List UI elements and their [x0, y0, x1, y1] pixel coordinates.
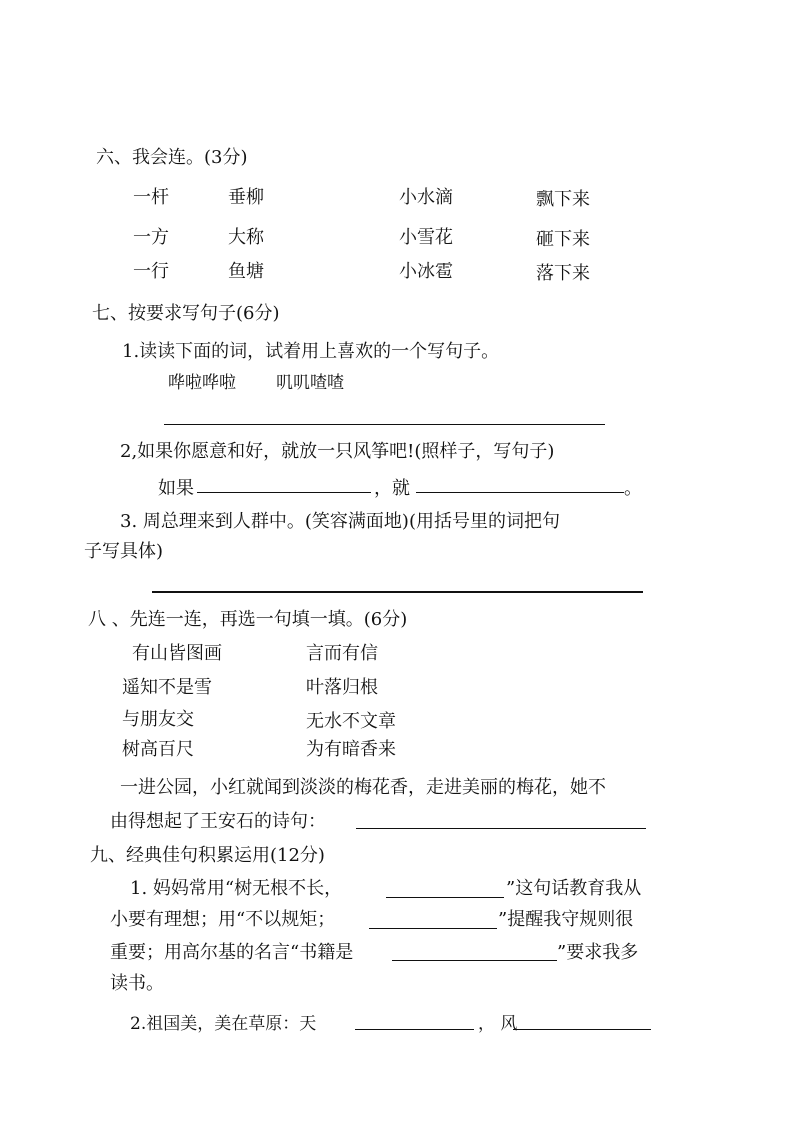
- answer-line[interactable]: [356, 828, 646, 829]
- question-9-1: 小要有理想；用“不以规矩；: [110, 909, 336, 930]
- match-item: 小水滴: [399, 187, 453, 208]
- question-9-1: 读书。: [110, 973, 164, 994]
- match-item: 鱼塘: [228, 261, 264, 282]
- question-7-2-end: 。: [624, 478, 642, 499]
- poem-line: 叶落归根: [306, 677, 378, 698]
- match-item: 砸下来: [536, 229, 590, 250]
- question-7-3-cont: 子写具体): [84, 541, 164, 562]
- match-item: 垂柳: [228, 187, 264, 208]
- poem-line: 言而有信: [306, 643, 378, 664]
- poem-line: 为有暗香来: [306, 739, 396, 760]
- paragraph-line: 一进公园，小红就闻到淡淡的梅花香，走进美丽的梅花，她不: [120, 777, 606, 798]
- poem-line: 与朋友交: [122, 709, 194, 730]
- question-7-3: 3. 周总理来到人群中。(笑容满面地)(用括号里的词把句: [120, 511, 560, 532]
- answer-line[interactable]: [369, 928, 497, 929]
- answer-line[interactable]: [164, 424, 605, 425]
- word-option: 叽叽喳喳: [276, 373, 344, 393]
- question-7-1: 1.读读下面的词，试着用上喜欢的一个写句子。: [122, 341, 500, 362]
- poem-line: 树高百尺: [122, 739, 194, 760]
- section-8-heading: 八 、先连一连，再选一句填一填。(6分): [88, 609, 408, 630]
- poem-line: 无水不文章: [306, 711, 396, 732]
- answer-line[interactable]: [386, 897, 504, 898]
- section-7-heading: 七、按要求写句子(6分): [92, 303, 280, 324]
- question-9-1: ”这句话教育我从: [506, 878, 642, 899]
- match-item: 小冰雹: [399, 261, 453, 282]
- match-item: 一方: [133, 227, 169, 248]
- match-item: 落下来: [536, 263, 590, 284]
- match-item: 大称: [228, 227, 264, 248]
- answer-line[interactable]: [416, 492, 624, 493]
- answer-line[interactable]: [197, 492, 371, 493]
- section-6-heading: 六、我会连。(3分): [96, 147, 248, 168]
- paragraph-line: 由得想起了王安石的诗句：: [110, 811, 326, 832]
- poem-line: 有山皆图画: [132, 643, 222, 664]
- match-item: 小雪花: [399, 227, 453, 248]
- question-9-1: ”要求我多: [557, 942, 639, 963]
- question-9-1: 重要；用高尔基的名言“书籍是: [110, 942, 354, 963]
- poem-line: 遥知不是雪: [122, 677, 212, 698]
- section-9-heading: 九、经典佳句积累运用(12分): [90, 845, 325, 866]
- question-9-2: 2.祖国美，美在草原：天: [130, 1014, 317, 1034]
- match-item: 一行: [133, 261, 169, 282]
- question-9-1: 1. 妈妈常用“树无根不长，: [130, 878, 343, 899]
- question-9-1: ”提醒我守规则很: [498, 909, 634, 930]
- question-7-2-mid: ，就: [374, 478, 410, 499]
- question-7-2: 2,如果你愿意和好，就放一只风筝吧!(照样子，写句子): [120, 441, 555, 462]
- question-9-2: ， 风: [478, 1014, 518, 1034]
- word-option: 哗啦哗啦: [168, 373, 236, 393]
- answer-line[interactable]: [392, 960, 557, 961]
- match-item: 飘下来: [536, 189, 590, 210]
- answer-line[interactable]: [152, 591, 643, 593]
- match-item: 一杆: [133, 187, 169, 208]
- question-7-2-prefix: 如果: [158, 478, 194, 499]
- answer-line[interactable]: [355, 1029, 474, 1030]
- answer-line[interactable]: [513, 1029, 651, 1030]
